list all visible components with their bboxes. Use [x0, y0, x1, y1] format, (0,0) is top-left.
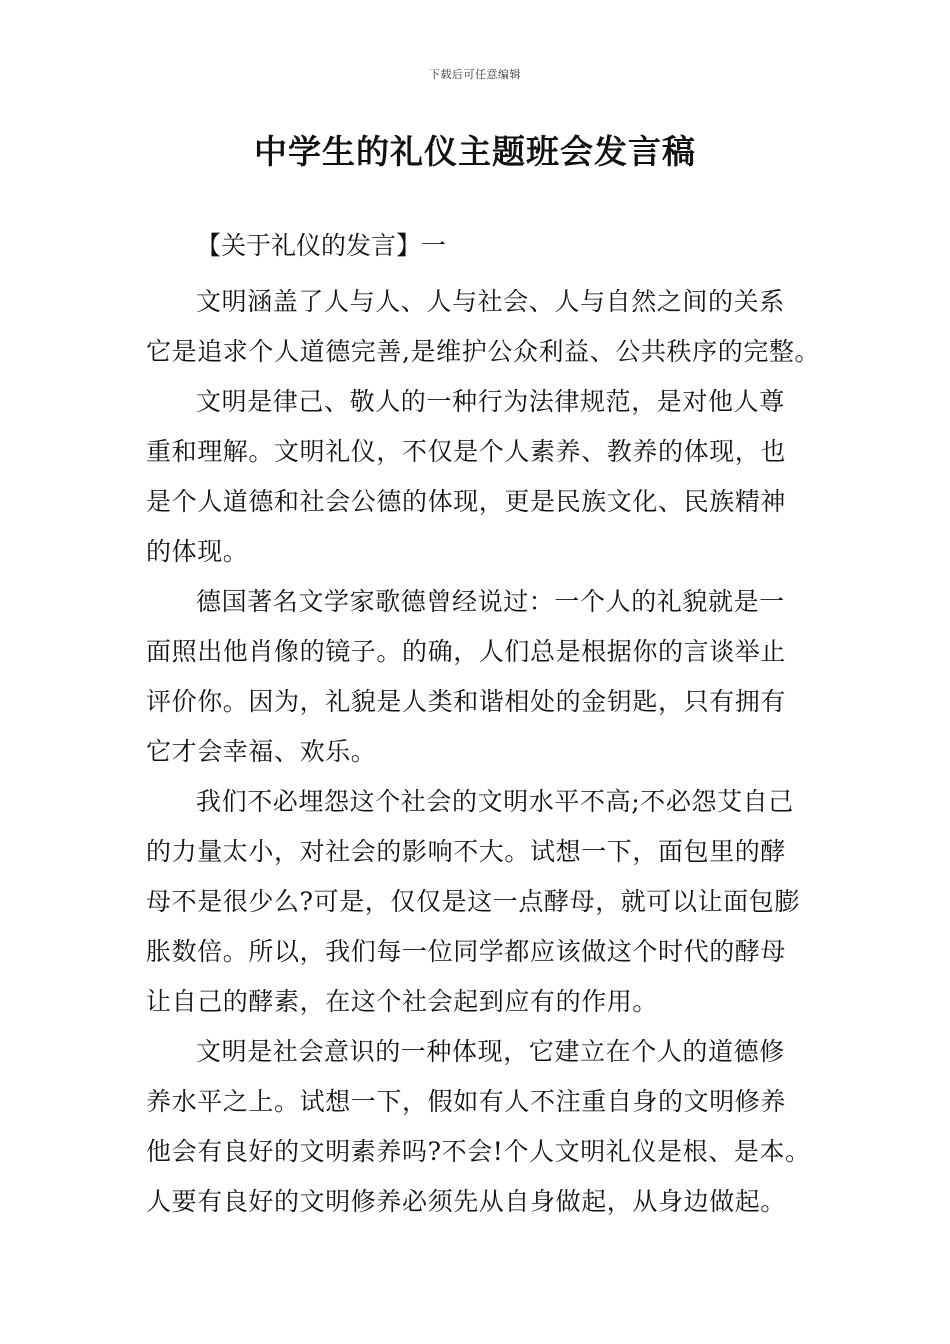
- paragraph-line: 胀数倍。所以，我们每一位同学都应该做这个时代的酵母: [146, 937, 787, 966]
- paragraph-line: 它才会幸福、欢乐。: [146, 737, 377, 766]
- paragraph-line: 人要有良好的文明修养必须先从自身做起，从身边做起。: [146, 1187, 787, 1216]
- paragraph-line: 让自己的酵素，在这个社会起到应有的作用。: [146, 987, 659, 1016]
- paragraph-line: 文明是社会意识的一种体现，它建立在个人的道德修: [196, 1037, 785, 1066]
- paragraph: [146, 277, 832, 377]
- paragraph-line: 它是追求个人道德完善,是维护公众利益、公共秩序的完整。: [146, 337, 821, 366]
- paragraph-line: 我们不必埋怨这个社会的文明水平不高;不必怨艾自己: [196, 787, 794, 816]
- document-title: 中学生的礼仪主题班会发言稿: [254, 132, 696, 171]
- header-note: 下载后可任意编辑: [429, 68, 521, 81]
- paragraph: [146, 777, 832, 1027]
- paragraph-line: 母不是很少么?可是，仅仅是这一点酵母，就可以让面包膨: [146, 887, 801, 916]
- paragraph-line: 养水平之上。试想一下，假如有人不注重自身的文明修养: [146, 1087, 787, 1116]
- paragraph-line: 评价你。因为，礼貌是人类和谐相处的金钥匙，只有拥有: [146, 687, 787, 716]
- paragraph-line: 文明是律己、敬人的一种行为法律规范，是对他人尊: [196, 387, 785, 416]
- body-text: [146, 277, 832, 1227]
- paragraph-line: 德国著名文学家歌德曾经说过：一个人的礼貌就是一: [196, 587, 785, 616]
- paragraph-line: 是个人道德和社会公德的体现，更是民族文化、民族精神: [146, 487, 787, 516]
- paragraph-line: 的力量太小，对社会的影响不大。试想一下，面包里的酵: [146, 837, 787, 866]
- paragraph-line: 文明涵盖了人与人、人与社会、人与自然之间的关系: [196, 287, 785, 316]
- paragraph-line: 他会有良好的文明素养吗?不会!个人文明礼仪是根、是本。: [146, 1137, 811, 1166]
- paragraph-line: 重和理解。文明礼仪，不仅是个人素养、教养的体现，也: [146, 437, 787, 466]
- paragraph-line: 的体现。: [146, 537, 249, 566]
- paragraph-line: 面照出他肖像的镜子。的确，人们总是根据你的言谈举止: [146, 637, 787, 666]
- paragraph: [146, 377, 832, 577]
- paragraph: [146, 1027, 832, 1227]
- paragraph: [146, 577, 832, 777]
- section-heading: 【关于礼仪的发言】一: [196, 231, 447, 260]
